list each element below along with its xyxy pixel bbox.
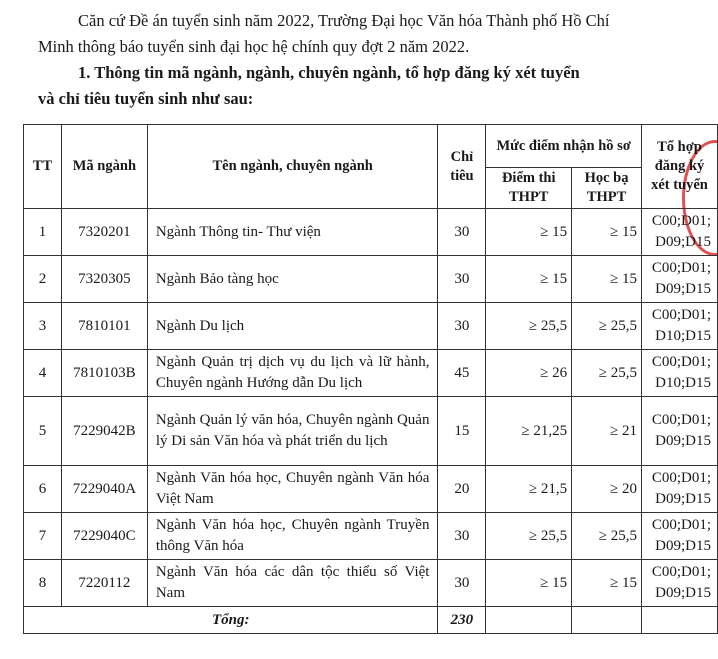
cell-chi-tieu: 15 [438, 397, 486, 466]
cell-to-hop [641, 397, 717, 466]
cell-ma: 7229040C [61, 513, 147, 560]
cell-chi-tieu: 30 [438, 209, 486, 256]
cell-ten: Ngành Văn hóa học, Chuyên ngành Truyền thông Văn hóa [147, 513, 438, 560]
to-hop-line-2: D09;D15 [655, 585, 711, 601]
to-hop-line-1: C00;D01; [651, 354, 711, 370]
table-row [24, 397, 718, 466]
cell-chi-tieu: 30 [438, 256, 486, 303]
table-row [24, 350, 718, 397]
header-ten-nganh: Tên ngành, chuyên ngành [147, 125, 438, 209]
total-empty-diem-thi [486, 607, 572, 634]
to-hop-line-1: C00;D01; [651, 307, 711, 323]
to-hop-line-1: C00;D01; [651, 470, 711, 486]
cell-hoc-ba: ≥ 20 [572, 466, 642, 513]
to-hop-line-1: C00;D01; [651, 412, 711, 428]
cell-ma: 7229040A [61, 466, 147, 513]
cell-tt: 2 [24, 256, 62, 303]
table-row [24, 560, 718, 607]
to-hop-line-2: D09;D15 [655, 433, 711, 449]
table-row [24, 513, 718, 560]
header-diem-thi: Điểm thi THPT [486, 168, 572, 209]
cell-ma: 7320305 [61, 256, 147, 303]
cell-to-hop [641, 466, 717, 513]
table-row [24, 256, 718, 303]
to-hop-line-1: C00;D01; [651, 260, 711, 276]
cell-tt: 3 [24, 303, 62, 350]
cell-hoc-ba: ≥ 15 [572, 256, 642, 303]
cell-hoc-ba: ≥ 25,5 [572, 350, 642, 397]
cell-tt: 7 [24, 513, 62, 560]
to-hop-line-2: D09;D15 [655, 538, 711, 554]
cell-tt: 5 [24, 397, 62, 466]
cell-to-hop [641, 256, 717, 303]
table-row [24, 209, 718, 256]
cell-ten: Ngành Quản trị dịch vụ du lịch và lữ hành, Chuyên ngành Hướng dẫn Du lịch [147, 350, 438, 397]
cell-diem-thi: ≥ 15 [486, 560, 572, 607]
cell-chi-tieu: 45 [438, 350, 486, 397]
cell-chi-tieu: 30 [438, 560, 486, 607]
cell-diem-thi: ≥ 15 [486, 256, 572, 303]
cell-ten: Ngành Văn hóa học, Chuyên ngành Văn hóa Việt Nam [147, 466, 438, 513]
cell-chi-tieu: 30 [438, 513, 486, 560]
header-hoc-ba: Học bạ THPT [572, 168, 642, 209]
cell-to-hop [641, 303, 717, 350]
to-hop-line-1: C00;D01; [651, 213, 711, 229]
to-hop-line-1: C00;D01; [651, 564, 711, 580]
to-hop-line-2: D10;D15 [655, 375, 711, 391]
header-to-hop: Tổ hợp đăng ký xét tuyển [641, 125, 717, 209]
cell-ma: 7320201 [61, 209, 147, 256]
heading-line-2: và chỉ tiêu tuyển sinh như sau: [38, 89, 254, 108]
cell-hoc-ba: ≥ 25,5 [572, 513, 642, 560]
table-row [24, 303, 718, 350]
cell-ma: 7810101 [61, 303, 147, 350]
cell-tt: 8 [24, 560, 62, 607]
table-row [24, 466, 718, 513]
cell-ten: Ngành Thông tin- Thư viện [147, 209, 438, 256]
cell-hoc-ba: ≥ 21 [572, 397, 642, 466]
to-hop-line-1: C00;D01; [651, 517, 711, 533]
cell-tt: 6 [24, 466, 62, 513]
cell-diem-thi: ≥ 25,5 [486, 513, 572, 560]
cell-hoc-ba: ≥ 15 [572, 560, 642, 607]
cell-diem-thi: ≥ 26 [486, 350, 572, 397]
cell-ma: 7810103B [61, 350, 147, 397]
total-row [24, 607, 718, 634]
header-chi-tieu: Chỉ tiêu [438, 125, 486, 209]
cell-to-hop [641, 209, 717, 256]
cell-diem-thi: ≥ 21,5 [486, 466, 572, 513]
cell-hoc-ba: ≥ 25,5 [572, 303, 642, 350]
cell-tt: 4 [24, 350, 62, 397]
total-value: 230 [438, 607, 486, 634]
cell-hoc-ba: ≥ 15 [572, 209, 642, 256]
cell-ten: Ngành Văn hóa các dân tộc thiểu số Việt Nam [147, 560, 438, 607]
cell-ten: Ngành Du lịch [147, 303, 438, 350]
cell-tt: 1 [24, 209, 62, 256]
cell-ten: Ngành Quản lý văn hóa, Chuyên ngành Quản lý Di sản Văn hóa và phát triển du lịch [147, 397, 438, 466]
total-empty-hoc-ba [572, 607, 642, 634]
cell-chi-tieu: 20 [438, 466, 486, 513]
intro-line-2: Minh thông báo tuyển sinh đại học hệ chính quy đợt 2 năm 2022. [38, 37, 470, 56]
section-heading [38, 60, 688, 112]
intro-line-1: Căn cứ Đề án tuyển sinh năm 2022, Trường Đại học Văn hóa Thành phố Hồ Chí [78, 11, 610, 30]
cell-to-hop [641, 513, 717, 560]
heading-line-1: 1. Thông tin mã ngành, ngành, chuyên ngành, tổ hợp đăng ký xét tuyển [78, 63, 580, 82]
cell-ten: Ngành Bảo tàng học [147, 256, 438, 303]
to-hop-line-2: D10;D15 [655, 328, 711, 344]
admission-table [23, 124, 718, 634]
intro-paragraph [38, 8, 688, 60]
total-label: Tổng: [24, 607, 438, 634]
cell-diem-thi: ≥ 21,25 [486, 397, 572, 466]
header-ma-nganh: Mã ngành [61, 125, 147, 209]
total-empty-to-hop [641, 607, 717, 634]
cell-diem-thi: ≥ 25,5 [486, 303, 572, 350]
to-hop-line-2: D09;D15 [655, 491, 711, 507]
cell-to-hop [641, 350, 717, 397]
to-hop-line-2: D09;D15 [655, 234, 711, 250]
header-muc-diem: Mức điểm nhận hồ sơ [486, 125, 642, 168]
header-tt: TT [24, 125, 62, 209]
cell-ma: 7220112 [61, 560, 147, 607]
cell-diem-thi: ≥ 15 [486, 209, 572, 256]
to-hop-line-2: D09;D15 [655, 281, 711, 297]
cell-chi-tieu: 30 [438, 303, 486, 350]
cell-to-hop [641, 560, 717, 607]
cell-ma: 7229042B [61, 397, 147, 466]
